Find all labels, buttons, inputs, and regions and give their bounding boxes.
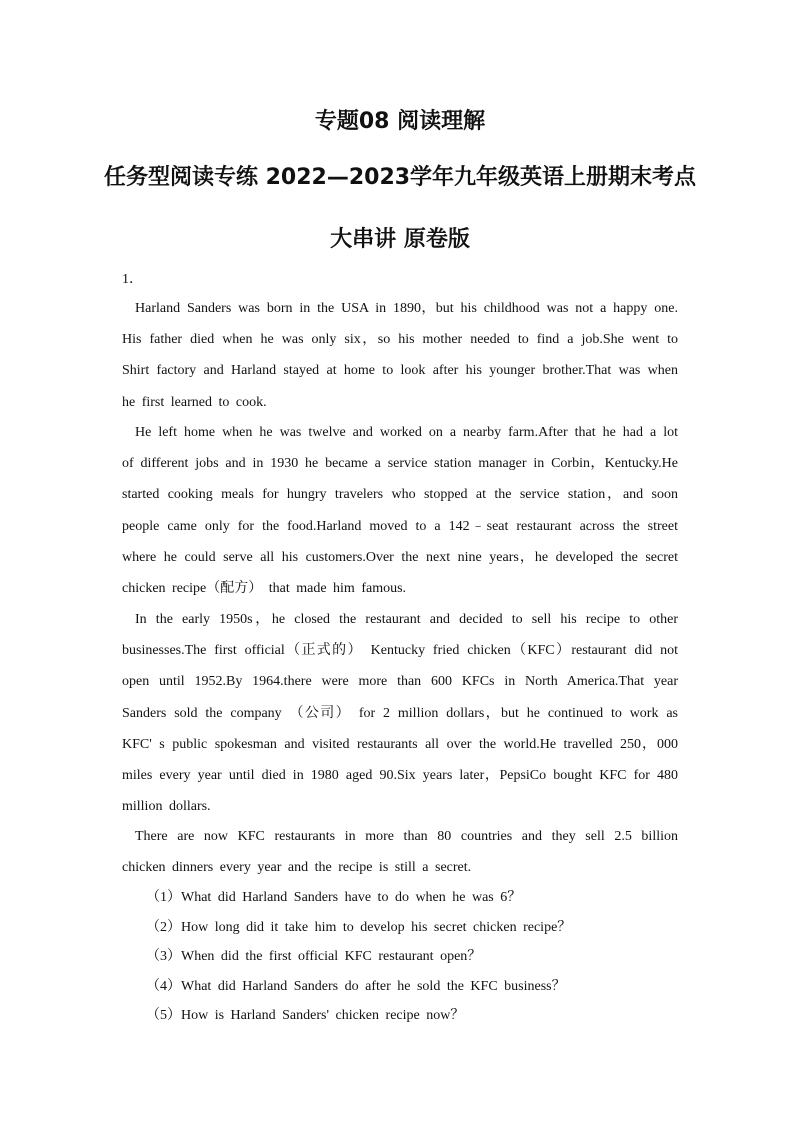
- passage-paragraph-1: [122, 293, 678, 418]
- question-number: 1．: [122, 272, 143, 287]
- question-list: [146, 883, 571, 1031]
- question-item: （5）How is Harland Sanders' chicken recipe now？: [146, 1008, 465, 1023]
- paragraph-text: Harland Sanders was born in the USA in 1890，but his childhood was not a happy one. His father died when he was only six，so his mother needed to find a job.She went to Shirt factory and Harland stayed at home to look after his younger brother.That was when he first learned to cook.: [122, 301, 678, 410]
- passage-paragraph-4: [122, 821, 678, 883]
- paragraph-text: In the early 1950s，he closed the restaurant and decided to sell his recipe to other businesses.The first official（正式的） Kentucky fried chicken（KFC）restaurant did not open until 1952.By 1964.there were more than 600 KFCs in North America.That year Sanders sold the company （公司） for 2 million dollars，but he continued to work as KFC' s public spokesman and visited restaurants all over the world.He travelled 250，000 miles every year until died in 1980 aged 90.Six years later，PepsiCo bought KFC for 480 million dollars.: [122, 612, 678, 815]
- paragraph-text: There are now KFC restaurants in more than 80 countries and they sell 2.5 billion chicken dinners every year and the recipe is still a secret.: [122, 829, 678, 876]
- document-title: 专题08 阅读理解: [314, 109, 486, 134]
- document-subtitle: 任务型阅读专练 2022—2023学年九年级英语上册期末考点: [103, 165, 697, 190]
- question-item: （4）What did Harland Sanders do after he sold the KFC business？: [146, 978, 566, 994]
- paragraph-text: He left home when he was twelve and worked on a nearby farm.After that he had a lot of different jobs and in 1930 he became a service station manager in Corbin，Kentucky.He started cooking meals for hungry travelers who stopped at the service station，and soon people came only for the food.Harland moved to a 142﹣seat restaurant across the street where he could serve all his customers.Over the next nine years，he developed the secret chicken recipe（配方） that made him famous.: [122, 425, 678, 597]
- question-item: （3）When did the first official KFC restaurant open？: [146, 949, 482, 964]
- passage-paragraph-2: [122, 417, 678, 604]
- passage-paragraph-3: [122, 604, 678, 822]
- document-subtitle-continued: 大串讲 原卷版: [330, 227, 470, 252]
- question-item: （1）What did Harland Sanders have to do when he was 6？: [146, 890, 522, 905]
- question-item: （2）How long did it take him to develop his secret chicken recipe？: [146, 919, 572, 935]
